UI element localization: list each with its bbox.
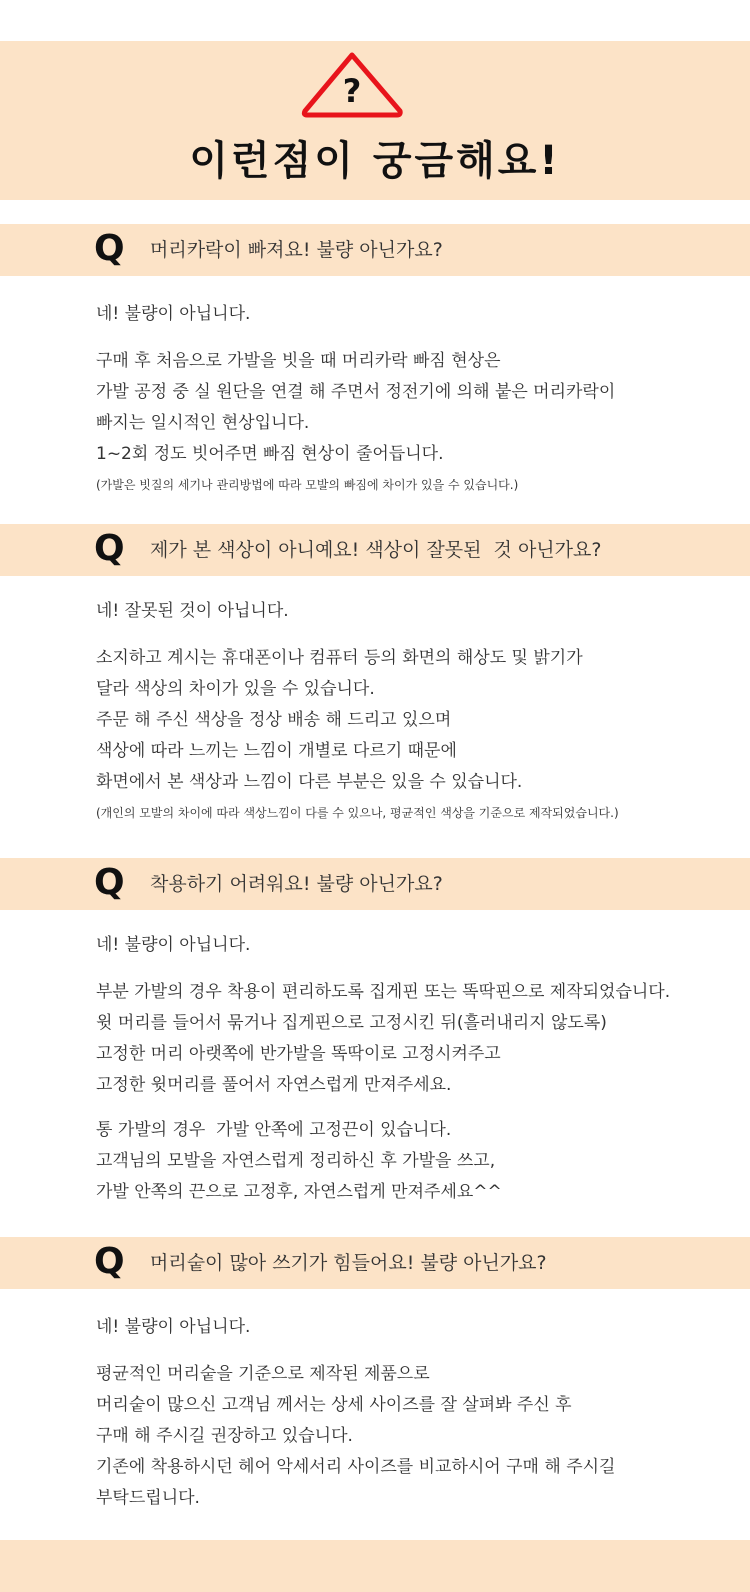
question-bar <box>0 524 750 576</box>
answer-line: 1~2회 정도 빗어주면 빠짐 현상이 줄어듭니다. <box>96 444 444 464</box>
warning-triangle-icon <box>297 49 407 119</box>
question-text: 머리카락이 빠져요! 불량 아닌가요? <box>150 239 443 261</box>
answer-line: 기존에 착용하시던 헤어 악세서리 사이즈를 비교하시어 구매 해 주시길 <box>96 1457 616 1477</box>
answer-line: 색상에 따라 느끼는 느낌이 개별로 다르기 때문에 <box>96 741 457 761</box>
question-text: 제가 본 색상이 아니예요! 색상이 잘못된 것 아닌가요? <box>150 539 602 561</box>
answer-line: 화면에서 본 색상과 느낌이 다른 부분은 있을 수 있습니다. <box>96 772 523 792</box>
faq-header <box>0 41 750 200</box>
answer-line: 머리숱이 많으신 고객님 께서는 상세 사이즈를 잘 살펴봐 주신 후 <box>96 1395 572 1415</box>
page-title: 이런점이 궁금해요! <box>189 138 561 184</box>
answer-line: 가발 안쪽의 끈으로 고정후, 자연스럽게 만져주세요^^ <box>96 1182 502 1202</box>
answer-note: (가발은 빗질의 세기나 관리방법에 따라 모발의 빠짐에 차이가 있을 수 있습니다.) <box>96 478 519 492</box>
answer-line: 달라 색상의 차이가 있을 수 있습니다. <box>96 679 375 699</box>
q-icon: Q <box>94 862 125 903</box>
answer-note: (개인의 모발의 차이에 따라 색상느낌이 다를 수 있으나, 평균적인 색상을 기준으로 제작되었습니다.) <box>96 806 619 820</box>
answer-line: 고객님의 모발을 자연스럽게 정리하신 후 가발을 쓰고, <box>96 1151 496 1171</box>
answer <box>96 934 726 1208</box>
answer-paragraph <box>96 643 726 798</box>
question-bar <box>0 1237 750 1289</box>
q-icon: Q <box>94 1241 125 1282</box>
answer-summary: 네! 불량이 아닙니다. <box>96 304 251 324</box>
answer-line: 구매 해 주시길 권장하고 있습니다. <box>96 1426 353 1446</box>
answer-line: 윗 머리를 들어서 묶거나 집게핀으로 고정시킨 뒤(흘러내리지 않도록) <box>96 1013 607 1033</box>
answer-line: 고정한 윗머리를 풀어서 자연스럽게 만져주세요. <box>96 1075 452 1095</box>
question-text: 착용하기 어려워요! 불량 아닌가요? <box>150 873 443 895</box>
answer-paragraph <box>96 346 726 470</box>
answer-line: 구매 후 처음으로 가발을 빗을 때 머리카락 빠짐 현상은 <box>96 351 501 371</box>
answer-line: 부탁드립니다. <box>96 1488 200 1508</box>
question-bar <box>0 224 750 276</box>
answer-paragraph <box>96 1359 726 1514</box>
answer-line: 고정한 머리 아랫쪽에 반가발을 똑딱이로 고정시켜주고 <box>96 1044 501 1064</box>
answer-paragraph <box>96 977 726 1101</box>
answer-line: 빠지는 일시적인 현상입니다. <box>96 413 310 433</box>
footer-band <box>0 1540 750 1592</box>
answer-summary: 네! 잘못된 것이 아닙니다. <box>96 601 289 621</box>
answer-line: 주문 해 주신 색상을 정상 배송 해 드리고 있으며 <box>96 710 452 730</box>
q-icon: Q <box>94 528 125 569</box>
answer <box>96 303 726 494</box>
answer-line: 소지하고 계시는 휴대폰이나 컴퓨터 등의 화면의 해상도 및 밝기가 <box>96 648 583 668</box>
answer <box>96 600 726 822</box>
answer-summary: 네! 불량이 아닙니다. <box>96 1317 251 1337</box>
question-bar <box>0 858 750 910</box>
answer-paragraph <box>96 1115 726 1208</box>
answer <box>96 1316 726 1514</box>
q-icon: Q <box>94 228 125 269</box>
answer-line: 부분 가발의 경우 착용이 편리하도록 집게핀 또는 똑딱핀으로 제작되었습니다. <box>96 982 671 1002</box>
answer-summary: 네! 불량이 아닙니다. <box>96 935 251 955</box>
answer-line: 평균적인 머리숱을 기준으로 제작된 제품으로 <box>96 1364 430 1384</box>
question-mark-symbol: ? <box>342 72 362 110</box>
question-text: 머리숱이 많아 쓰기가 힘들어요! 불량 아닌가요? <box>150 1252 547 1274</box>
answer-line: 가발 공정 중 실 원단을 연결 해 주면서 정전기에 의해 붙은 머리카락이 <box>96 382 616 402</box>
answer-line: 통 가발의 경우 가발 안쪽에 고정끈이 있습니다. <box>96 1120 452 1140</box>
